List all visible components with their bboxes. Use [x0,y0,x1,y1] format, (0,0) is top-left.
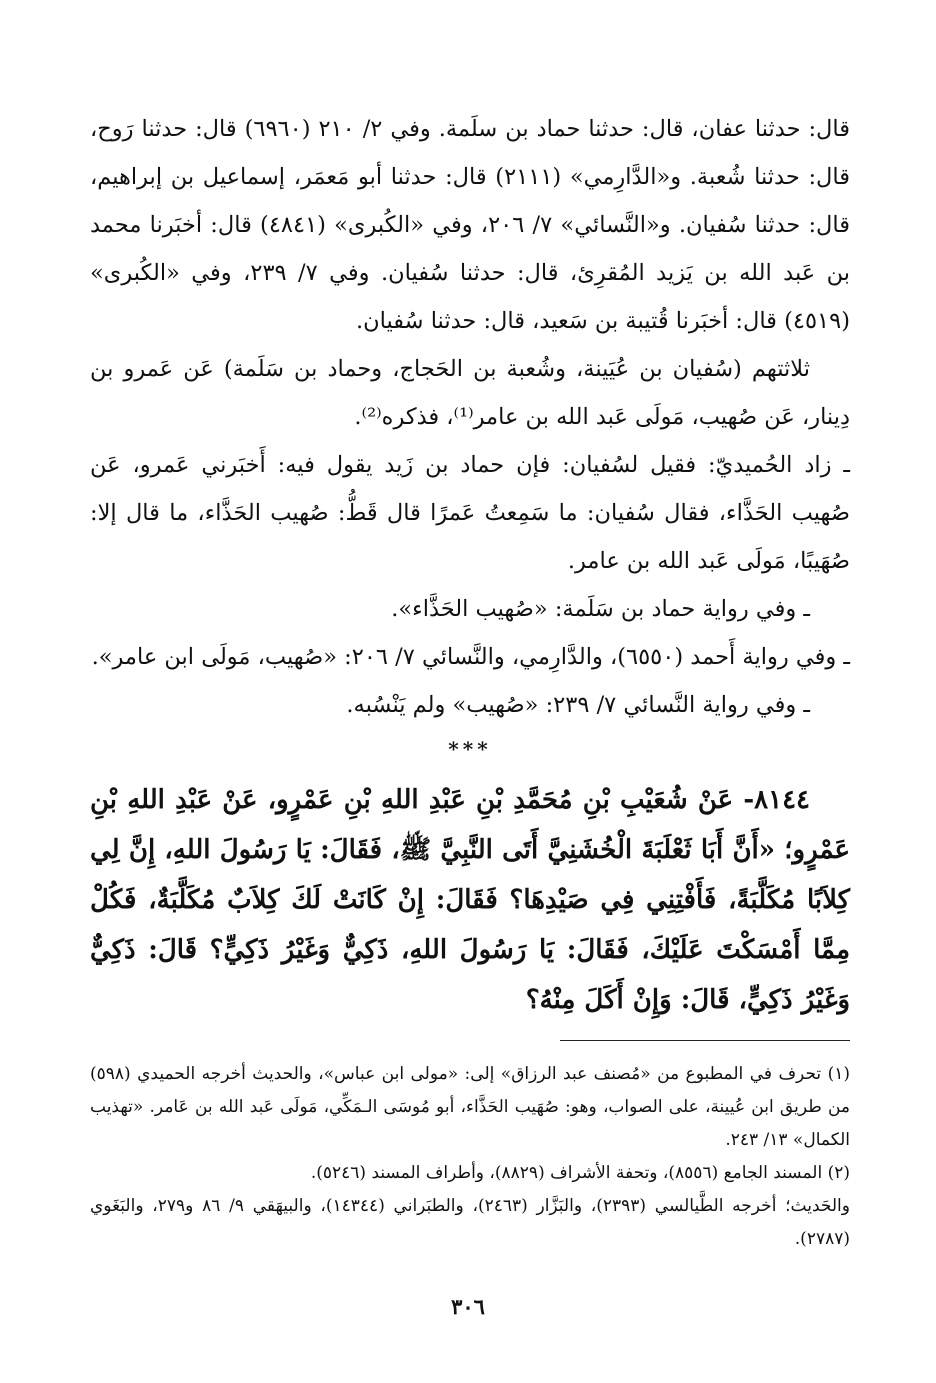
footnotes [90,1058,850,1256]
ahmad-narration-paragraph: ـ وفي رواية أَحمد (٦٥٥٠)، والدَّارِمي، والنَّسائي ٧/ ٢٠٦: «صُهيب، مَولَى ابن عامر». [91,644,850,670]
footnote-2: (٢) المسند الجامع (٨٥٥٦)، وتحفة الأشراف (٨٨٢٩)، وأطراف المسند (٥٢٤٦). [310,1163,850,1183]
nasai-narration-paragraph: ـ وفي رواية النَّسائي ٧/ ٢٣٩: «صُهيب» ولم يَنْسُبه. [346,692,810,718]
narrators-paragraph: ثلاثتهم (سُفيان بن عُيَينة، وشُعبة بن الحَجاج، وحماد بن سَلَمة) عَن عَمرو بن دِينار، عَن صُهيب، مَولَى عَبد الله بن عامر⁽¹⁾، فذكره⁽²⁾. [90,356,850,430]
humaydi-note-paragraph: ـ زاد الحُميديّ: فقيل لسُفيان: فإن حماد بن زَيد يقول فيه: أَخبَرني عَمرو، عَن صُهيب الحَذَّاء، فقال سُفيان: ما سَمِعتُ عَمرًا قال قَطُّ: صُهيب الحَذَّاء، ما قال إلا: صُهَيبًا، مَولَى عَبد الله بن عامر. [90,452,850,574]
hammad-narration-paragraph: ـ وفي رواية حماد بن سَلَمة: «صُهيب الحَذَّاء». [391,596,810,622]
section-separator: *** [448,737,492,761]
footnote-2-continuation: والحَديث؛ أخرجه الطَّيالسي (٢٣٩٣)، والبَزَّار (٢٤٦٣)، والطبَراني (١٤٣٤٤)، والبيهَقي ٩/ ٨٦ و٢٧٩، والبَغَوي (٢٧٨٧). [90,1196,850,1249]
footnote-1: (١) تحرف في المطبوع من «مُصنف عبد الرزاق» إلى: «مولى ابن عباس»، والحديث أخرجه الحميدي (٥٩٨) من طريق ابن عُيينة، على الصواب، وهو: صُهَيب الحَذَّاء، أبو مُوسَى الـمَكِّي، مَولَى عَبد الله بن عَامر. «تهذيب الكمال» ١٣/ ٢٤٣. [90,1064,850,1150]
hadith-8144: ٨١٤٤- عَنْ شُعَيْبِ بْنِ مُحَمَّدِ بْنِ عَبْدِ اللهِ بْنِ عَمْرٍو، عَنْ عَبْدِ اللهِ بْنِ عَمْرٍو؛ «أَنَّ أَبَا ثَعْلَبَةَ الْخُشَنِيَّ أَتَى النَّبِيَّ ﷺ، فَقَالَ: يَا رَسُولَ اللهِ، إِنَّ لِي كِلاَبًا مُكَلَّبَةً، فَأَفْتِنِي فِي صَيْدِهَا؟ فَقَالَ: إِنْ كَانَتْ لَكَ كِلاَبٌ مُكَلَّبَةٌ، فَكُلْ مِمَّا أَمْسَكْتَ عَلَيْكَ، فَقَالَ: يَا رَسُولَ اللهِ، ذَكِيٌّ وَغَيْرُ ذَكِيٍّ؟ قَالَ: ذَكِيٌّ وَغَيْرُ ذَكِيٍّ، قَالَ: وَإِنْ أَكَلَ مِنْهُ؟ [90,785,850,1015]
isnad-paragraph: قال: حدثنا عفان، قال: حدثنا حماد بن سلَمة. وفي ٢/ ٢١٠ (٦٩٦٠) قال: حدثنا رَوح، قال: حدثنا شُعبة. و«الدَّارِمي» (٢١١١) قال: حدثنا أبو مَعمَر، إسماعيل بن إبراهيم، قال: حدثنا سُفيان. و«النَّسائي» ٧/ ٢٠٦، وفي «الكُبرى» (٤٨٤١) قال: أخبَرنا محمد بن عَبد الله بن يَزيد المُقرِئ، قال: حدثنا سُفيان. وفي ٧/ ٢٣٩، وفي «الكُبرى» (٤٥١٩) قال: أخبَرنا قُتيبة بن سَعيد، قال: حدثنا سُفيان. [90,116,850,334]
main-text [90,105,850,1025]
page-number: ٣٠٦ [451,1294,485,1319]
footnote-divider [560,1040,850,1041]
